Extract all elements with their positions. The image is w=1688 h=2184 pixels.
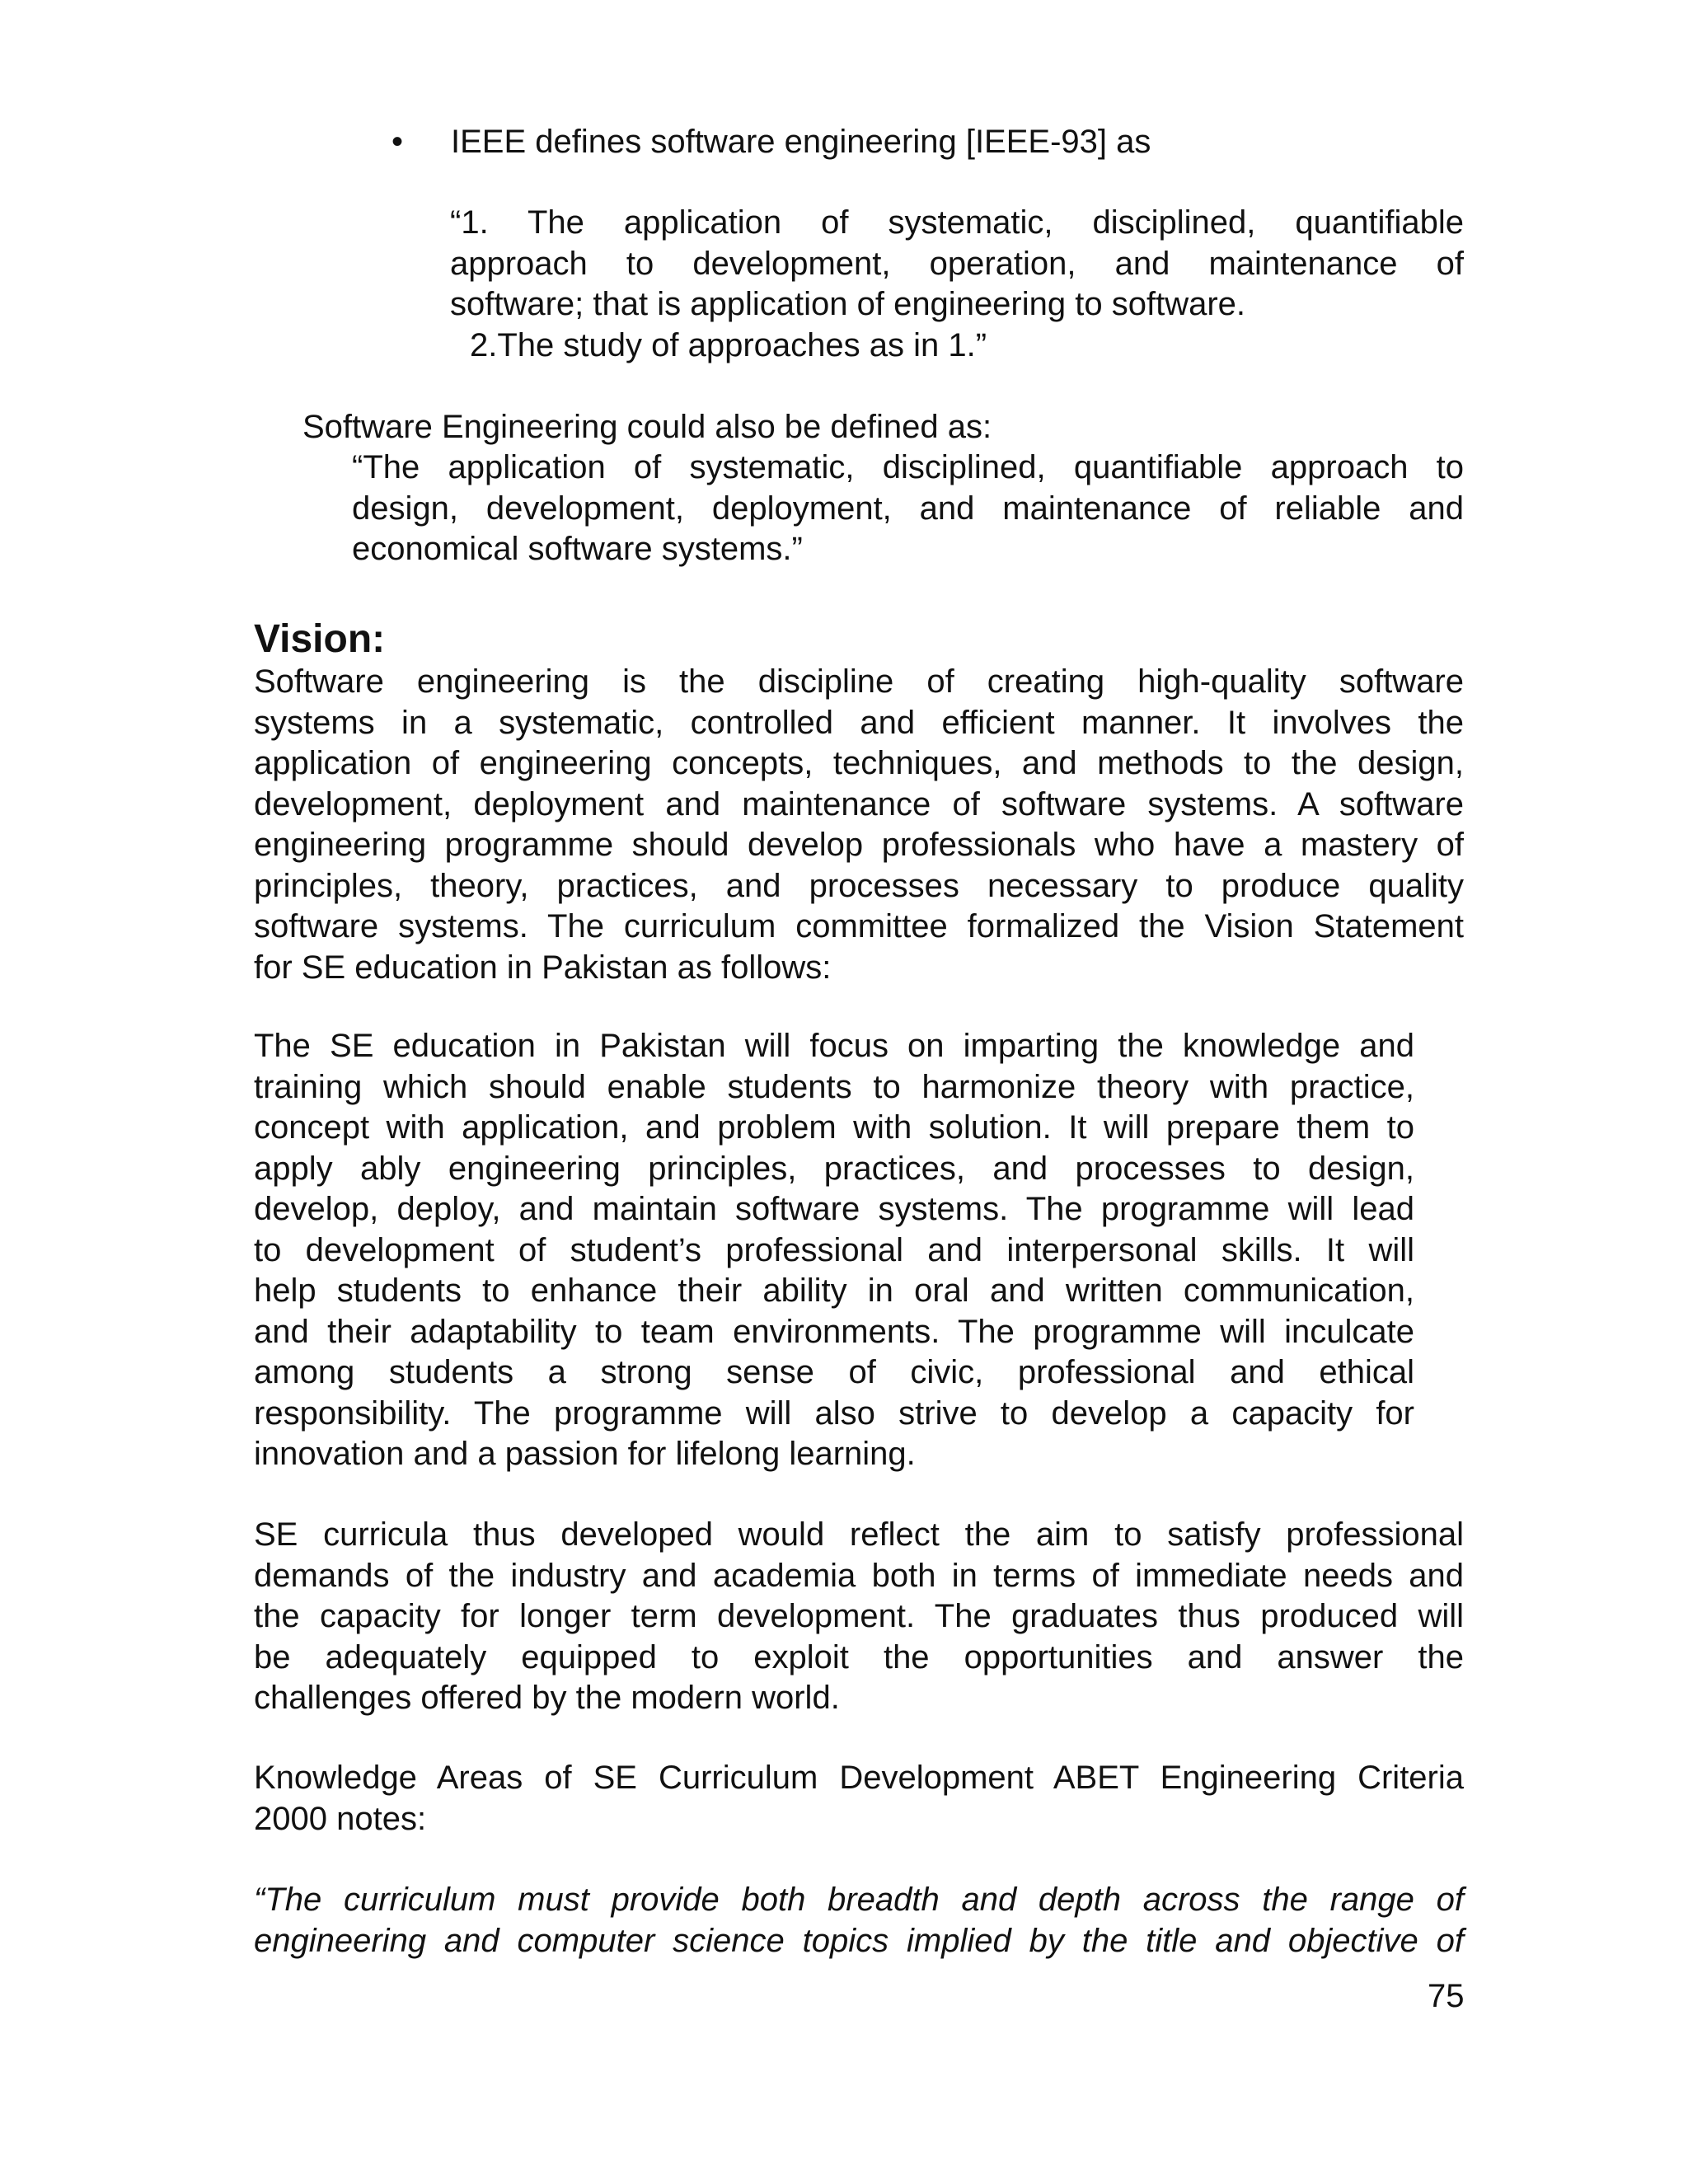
abet-criteria-quote [254,1880,1464,1961]
text-line: demands of the industry and academia both in terms of immediate needs and [254,1557,1464,1594]
text-line: apply ably engineering principles, practices, and processes to design, [254,1150,1414,1187]
text-line: training which should enable students to harmonize theory with practice, [254,1068,1414,1105]
text-line: 2.The study of approaches as in 1.” [470,326,987,363]
text-line: concept with application, and problem with solution. It will prepare them to [254,1109,1414,1146]
text-line: principles, theory, practices, and processes necessary to produce quality [254,867,1464,904]
text-line: responsibility. The programme will also strive to develop a capacity for [254,1394,1414,1432]
text-line: the capacity for longer term development. The graduates thus produced will [254,1598,1464,1634]
text-line: “The curriculum must provide both breadth and depth across the range of [254,1882,1464,1918]
bullet-marker: • [392,124,404,160]
text-line: challenges offered by the modern world. [254,1680,840,1716]
text-line: economical software systems.” [352,531,803,567]
text-line: help students to enhance their ability in oral and written communication, [254,1272,1414,1309]
ieee-definition-quote [450,203,1464,366]
alternate-definition-intro: Software Engineering could also be defined as: [302,409,992,445]
text-line: engineering programme should develop professionals who have a mastery of [254,827,1464,863]
text-line: be adequately equipped to exploit the opportunities and answer the [254,1638,1464,1675]
ieee-bullet-text: IEEE defines software engineering [IEEE-93] as [451,124,1151,160]
text-line: for SE education in Pakistan as follows: [254,949,832,986]
text-line: develop, deploy, and maintain software systems. The programme will lead [254,1191,1414,1227]
text-line: Software engineering is the discipline of creating high-quality software [254,663,1464,700]
text-line: software systems. The curriculum committee formalized the Vision Statement [254,908,1464,944]
text-line: 2000 notes: [254,1800,427,1837]
text-line: software; that is application of engineering to software. [450,286,1245,322]
text-line: SE curricula thus developed would reflect the aim to satisfy professional [254,1516,1464,1553]
text-line: to development of student’s professional and interpersonal skills. It will [254,1231,1414,1268]
text-line: systems in a systematic, controlled and efficient manner. It involves the [254,704,1464,741]
text-line: innovation and a passion for lifelong learning. [254,1436,916,1472]
text-line: The SE education in Pakistan will focus on imparting the knowledge and [254,1028,1414,1064]
text-line: engineering and computer science topics implied by the title and objective of [254,1922,1464,1959]
vision-paragraph [254,662,1464,988]
knowledge-areas-paragraph [254,1758,1464,1840]
text-line: “1. The application of systematic, disciplined, quantifiable [450,204,1464,241]
page-number: 75 [1428,1978,1465,2014]
vision-heading: Vision: [254,617,386,661]
text-line: design, development, deployment, and maintenance of reliable and [352,490,1464,527]
vision-statement-paragraph [254,1026,1414,1475]
text-line: “The application of systematic, disciplined, quantifiable approach to [352,449,1464,485]
text-line: application of engineering concepts, techniques, and methods to the design, [254,745,1464,781]
se-curricula-paragraph [254,1515,1464,1719]
text-line: development, deployment and maintenance of software systems. A software [254,785,1464,823]
text-line: and their adaptability to team environments. The programme will inculcate [254,1313,1414,1350]
text-line: Knowledge Areas of SE Curriculum Development ABET Engineering Criteria [254,1760,1464,1796]
text-line: among students a strong sense of civic, professional and ethical [254,1354,1414,1390]
text-line: approach to development, operation, and maintenance of [450,245,1464,282]
alternate-definition-quote [352,448,1464,570]
